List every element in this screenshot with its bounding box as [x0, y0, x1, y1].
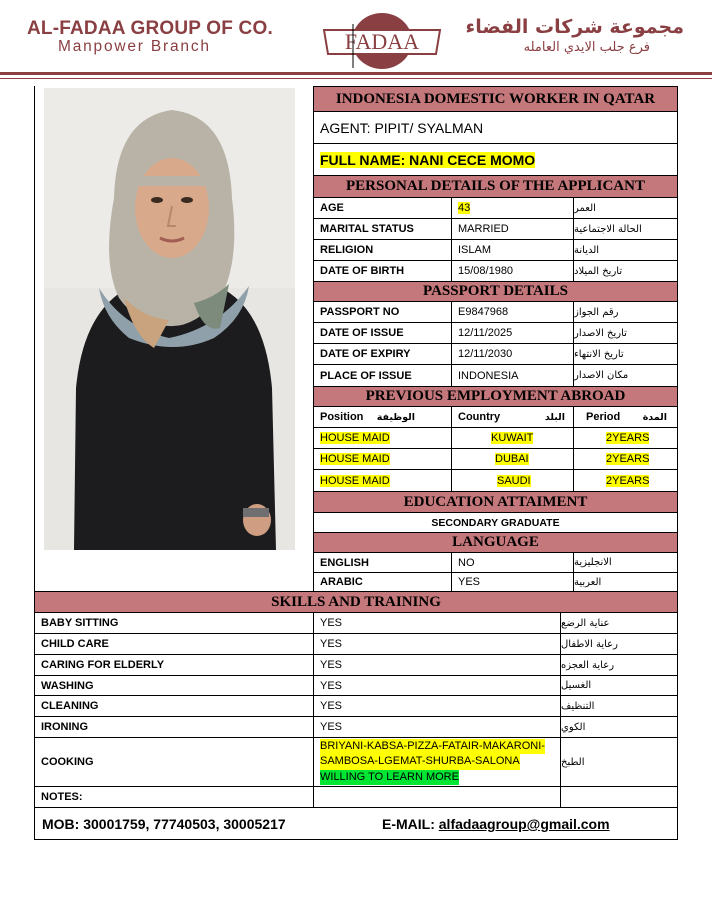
cooking-value — [313, 737, 561, 787]
english-label-ar: الانجليزية — [573, 552, 678, 573]
employment-row-position — [313, 427, 452, 449]
age-label: AGE — [313, 197, 452, 219]
dob-value: 15/08/1980 — [451, 260, 574, 282]
employment-row-position — [313, 448, 452, 470]
passport-no-label: PASSPORT NO — [313, 301, 452, 323]
country-value: DUBAI — [495, 453, 529, 465]
position-value: HOUSE MAID — [320, 453, 390, 465]
cooking-label-ar: الطبخ — [560, 737, 678, 787]
age-value: 43 — [458, 202, 471, 214]
english-value: NO — [451, 552, 574, 573]
date-of-issue-label: DATE OF ISSUE — [313, 322, 452, 344]
age-value-cell — [451, 197, 574, 219]
employment-row-position — [313, 469, 452, 492]
skill-value: YES — [313, 633, 561, 655]
period-value: 2YEARS — [606, 432, 650, 444]
notes-value — [313, 786, 561, 808]
logo-text: FADAA — [344, 29, 420, 54]
applicant-portrait-illustration — [44, 88, 295, 550]
cooking-dishes-line2: SAMBOSA-LGEMAT-SHURBA-SALONA — [320, 754, 520, 770]
arabic-label: ARABIC — [313, 572, 452, 592]
skill-value: YES — [313, 716, 561, 738]
english-label: ENGLISH — [313, 552, 452, 573]
email-field — [382, 816, 610, 832]
company-name-en: AL-FADAA GROUP OF CO. — [27, 18, 273, 39]
skill-label-ar: التنظيف — [560, 695, 678, 717]
passport-no-label-ar: رقم الجواز — [573, 301, 678, 323]
religion-label-ar: الديانة — [573, 239, 678, 261]
marital-status-label: MARITAL STATUS — [313, 218, 452, 240]
full-name-field — [313, 143, 678, 176]
full-name-text: FULL NAME: NANI CECE MOMO — [320, 151, 536, 168]
date-of-issue-value: 12/11/2025 — [451, 322, 574, 344]
col-position-ar: الوظيفة — [376, 411, 415, 423]
col-period-en: Period — [586, 411, 621, 423]
passport-no-value: E9847968 — [451, 301, 574, 323]
period-value: 2YEARS — [606, 474, 650, 487]
fadaa-logo — [320, 8, 444, 74]
col-period-ar: المدة — [642, 411, 667, 423]
skill-value: YES — [313, 675, 561, 696]
cooking-willing-note: WILLING TO LEARN MORE — [320, 770, 459, 786]
place-of-issue-value: INDONESIA — [451, 364, 574, 387]
header-divider-thin — [0, 78, 712, 79]
contact-footer — [34, 807, 678, 840]
dob-label: DATE OF BIRTH — [313, 260, 452, 282]
skill-value: YES — [313, 695, 561, 717]
place-of-issue-label-ar: مكان الاصدار — [573, 364, 678, 387]
date-of-expiry-label: DATE OF EXPIRY — [313, 343, 452, 365]
notes-extra — [560, 786, 678, 808]
employment-row-period — [573, 448, 678, 470]
cooking-dishes-line1: BRIYANI-KABSA-PIZZA-FATAIR-MAKARONI- — [320, 739, 545, 755]
skill-label: CLEANING — [34, 695, 314, 717]
document-title: INDONESIA DOMESTIC WORKER IN QATAR — [313, 86, 678, 112]
branch-name-ar: فرع جلب الايدي العامله — [523, 40, 650, 55]
personal-details-heading: PERSONAL DETAILS OF THE APPLICANT — [313, 175, 678, 198]
marital-status-label-ar: الحالة الاجتماعية — [573, 218, 678, 240]
date-of-expiry-label-ar: تاريخ الانتهاء — [573, 343, 678, 365]
country-value: KUWAIT — [491, 432, 534, 444]
skill-label: BABY SITTING — [34, 612, 314, 634]
religion-label: RELIGION — [313, 239, 452, 261]
email-link[interactable]: alfadaagroup@gmail.com — [438, 816, 610, 832]
skill-label: CHILD CARE — [34, 633, 314, 655]
cooking-label: COOKING — [34, 737, 314, 787]
employment-row-country — [451, 427, 574, 449]
employment-row-country — [451, 469, 574, 492]
education-value: SECONDARY GRADUATE — [313, 512, 678, 533]
country-value: SAUDI — [497, 474, 531, 487]
col-country-header — [451, 406, 574, 428]
col-country-en: Country — [458, 411, 501, 423]
skill-label: CARING FOR ELDERLY — [34, 654, 314, 676]
skill-label-ar: الغسيل — [560, 675, 678, 696]
applicant-photo — [44, 88, 295, 550]
position-value: HOUSE MAID — [320, 432, 390, 444]
skills-heading: SKILLS AND TRAINING — [34, 591, 678, 613]
employment-heading: PREVIOUS EMPLOYMENT ABROAD — [313, 386, 678, 407]
skill-label: WASHING — [34, 675, 314, 696]
education-heading: EDUCATION ATTAIMENT — [313, 491, 678, 513]
skill-label-ar: رعاية الاطفال — [560, 633, 678, 655]
arabic-value: YES — [451, 572, 574, 592]
dob-label-ar: تاريخ الميلاد — [573, 260, 678, 282]
religion-value: ISLAM — [451, 239, 574, 261]
skill-value: YES — [313, 612, 561, 634]
skill-label: IRONING — [34, 716, 314, 738]
company-name-ar: مجموعة شركات الفضاء — [465, 16, 684, 38]
age-label-ar: العمر — [573, 197, 678, 219]
date-of-issue-label-ar: تاريخ الاصدار — [573, 322, 678, 344]
notes-label: NOTES: — [34, 786, 314, 808]
language-heading: LANGUAGE — [313, 532, 678, 553]
passport-details-heading: PASSPORT DETAILS — [313, 281, 678, 302]
date-of-expiry-value: 12/11/2030 — [451, 343, 574, 365]
header-divider — [0, 72, 712, 75]
branch-name-en: Manpower Branch — [58, 38, 211, 55]
arabic-label-ar: العربية — [573, 572, 678, 592]
mobile-numbers: MOB: 30001759, 77740503, 30005217 — [42, 816, 286, 832]
col-position-en: Position — [320, 411, 364, 423]
employment-row-period — [573, 427, 678, 449]
position-value: HOUSE MAID — [320, 474, 390, 487]
email-label: E-MAIL: — [382, 816, 439, 832]
letterhead — [0, 0, 712, 80]
col-position-header — [313, 406, 452, 428]
skill-label-ar: الكوي — [560, 716, 678, 738]
col-period-header — [573, 406, 678, 428]
skill-label-ar: عناية الرضع — [560, 612, 678, 634]
agent-field: AGENT: PIPIT/ SYALMAN — [313, 111, 678, 144]
marital-status-value: MARRIED — [451, 218, 574, 240]
skill-label-ar: رعاية العجزه — [560, 654, 678, 676]
skill-value: YES — [313, 654, 561, 676]
col-country-ar: البلد — [544, 411, 565, 423]
period-value: 2YEARS — [606, 453, 650, 465]
place-of-issue-label: PLACE OF ISSUE — [313, 364, 452, 387]
employment-row-period — [573, 469, 678, 492]
employment-row-country — [451, 448, 574, 470]
